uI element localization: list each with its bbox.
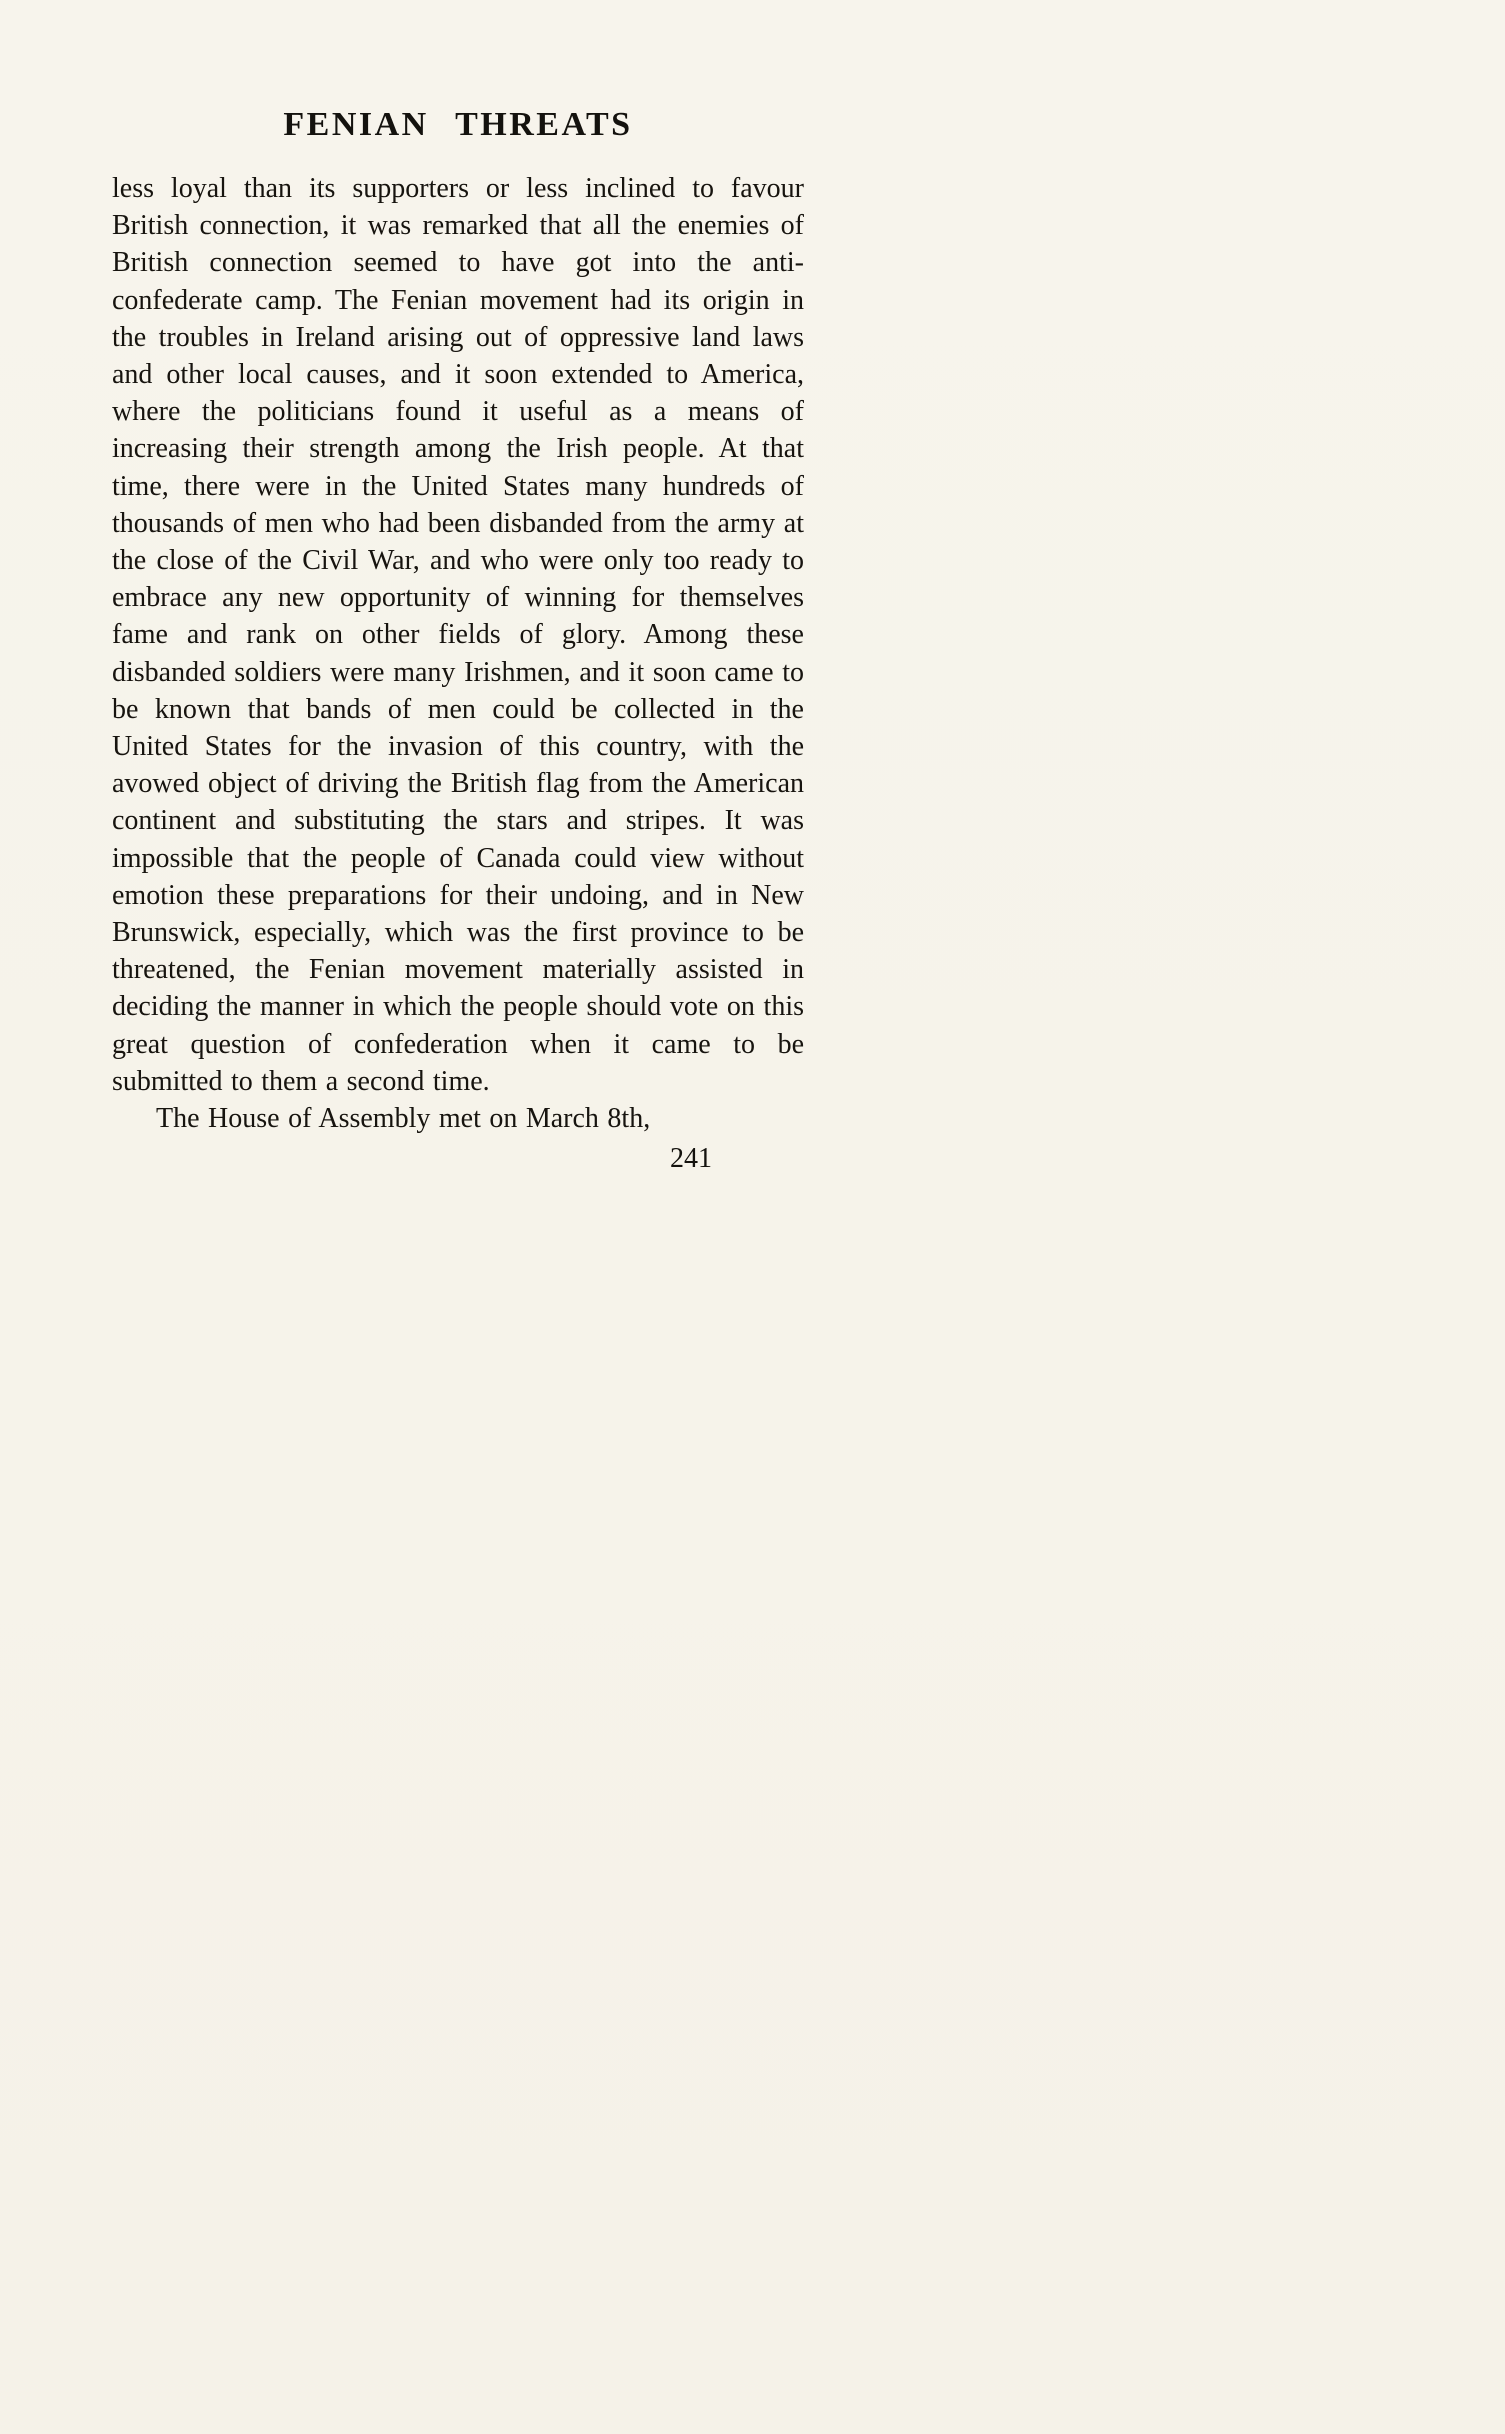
page-number: 241	[670, 1143, 712, 1175]
paragraph: less loyal than its supporters or less inclined to favour British connection, it was remarked that all the enemies of British connection seemed to have got into the anti-confederate camp. The Fenian movement had its origin in the troubles in Ireland arising out of oppressive land laws and other local causes, and it soon extended to America, where the politicians found it useful as a means of increasing their strength among the Irish people. At that time, there were in the United States many hundreds of thousands of men who had been disbanded from the army at the close of the Civil War, and who were only too ready to embrace any new opportunity of winning for themselves fame and rank on other fields of glory. Among these disbanded soldiers were many Irishmen, and it soon came to be known that bands of men could be collected in the United States for the invasion of this country, with the avowed object of driving the British flag from the American continent and substituting the stars and stripes. It was impossible that the people of Canada could view without emotion these preparations for their undoing, and in New Brunswick, especially, which was the first province to be threatened, the Fenian movement materially assisted in deciding the manner in which the people should vote on this great question of confederation when it came to be submitted to them a second time.	[112, 173, 804, 1097]
page-header: FENIAN THREATS	[283, 106, 633, 143]
text-block	[112, 106, 804, 1177]
paragraph: The House of Assembly met on March 8th,	[156, 1103, 651, 1135]
